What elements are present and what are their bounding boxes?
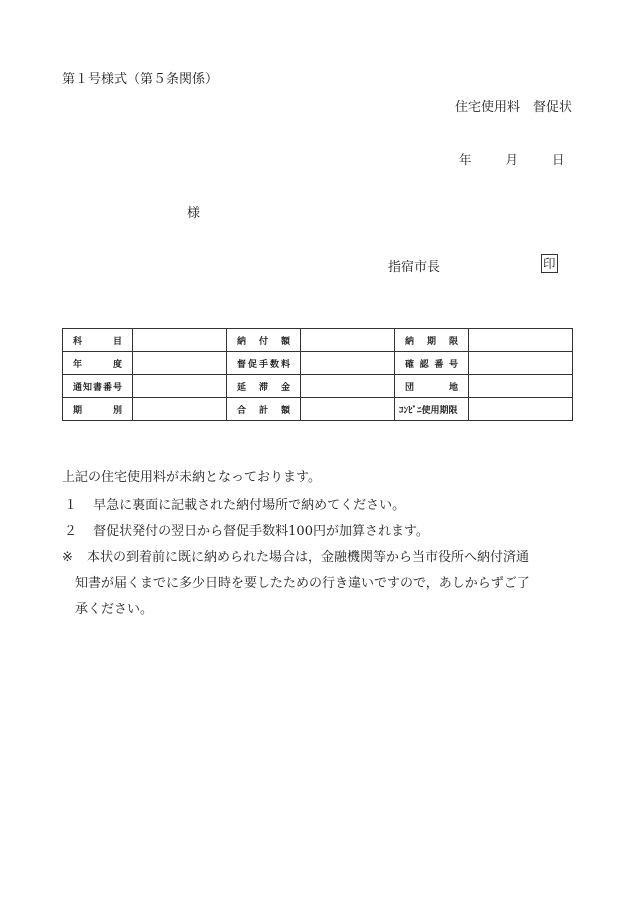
table-label-cell: 督促手数料 [227,352,301,375]
table-value-cell [133,329,227,352]
table-label-cell: 確認番号 [395,352,469,375]
note-line-3: 承ください。 [75,602,154,617]
year-label: 年 [459,152,472,167]
table-row [63,329,573,352]
table-value-cell [133,375,227,398]
addressee-suffix: 様 [187,206,201,221]
table-label-cell: 延 滞 金 [227,375,301,398]
table-label-cell: ｺﾝﾋﾞﾆ使用期限 [395,398,469,421]
table-value-cell [469,352,573,375]
notice-item-1 [64,494,405,513]
table-value-cell [469,375,573,398]
issuer-name: 指宿市長 [388,260,441,275]
table-value-cell [469,398,573,421]
item-number: １ [64,498,78,513]
notice-note [62,546,529,565]
notice-intro: 上記の住宅使用料が未納となっております。 [62,470,321,485]
day-label: 日 [552,152,565,167]
item-number: ２ [64,524,78,539]
table-value-cell [133,398,227,421]
item-text: 督促状発付の翌日から督促手数料100円が加算されます。 [93,524,429,539]
payment-info-table [62,328,573,421]
table-label-cell: 期 別 [63,398,133,421]
seal-box: 印 [543,256,556,271]
table-label-cell: 合 計 額 [227,398,301,421]
note-mark: ※ [62,550,73,565]
item-text: 早急に裏面に記載された納付場所で納めてください。 [93,498,406,513]
table-value-cell [133,352,227,375]
note-line-2: 知書が届くまでに多少日時を要したための行き違いですので，あしからずご了 [75,576,530,591]
table-label-cell: 科 目 [63,329,133,352]
month-label: 月 [505,152,519,167]
seal-mark [541,253,558,273]
table-value-cell [301,398,395,421]
form-number: 第１号様式（第５条関係） [62,72,219,87]
table-value-cell [301,352,395,375]
table-label-cell: 納 期 限 [395,329,469,352]
table-label-cell: 通知書番号 [63,375,133,398]
table-row [63,375,573,398]
table-value-cell [469,329,573,352]
table-label-cell: 団 地 [395,375,469,398]
note-line-1: 本状の到着前に既に納められた場合は，金融機関等から当市役所へ納付済通 [87,550,530,565]
notice-item-2 [64,520,429,539]
table-row [63,352,573,375]
table-label-cell: 納 付 額 [227,329,301,352]
table-row [63,398,573,421]
date-line [459,150,565,168]
table-value-cell [301,375,395,398]
document-title: 住宅使用料 督促状 [454,100,572,115]
table-value-cell [301,329,395,352]
table-label-cell: 年 度 [63,352,133,375]
